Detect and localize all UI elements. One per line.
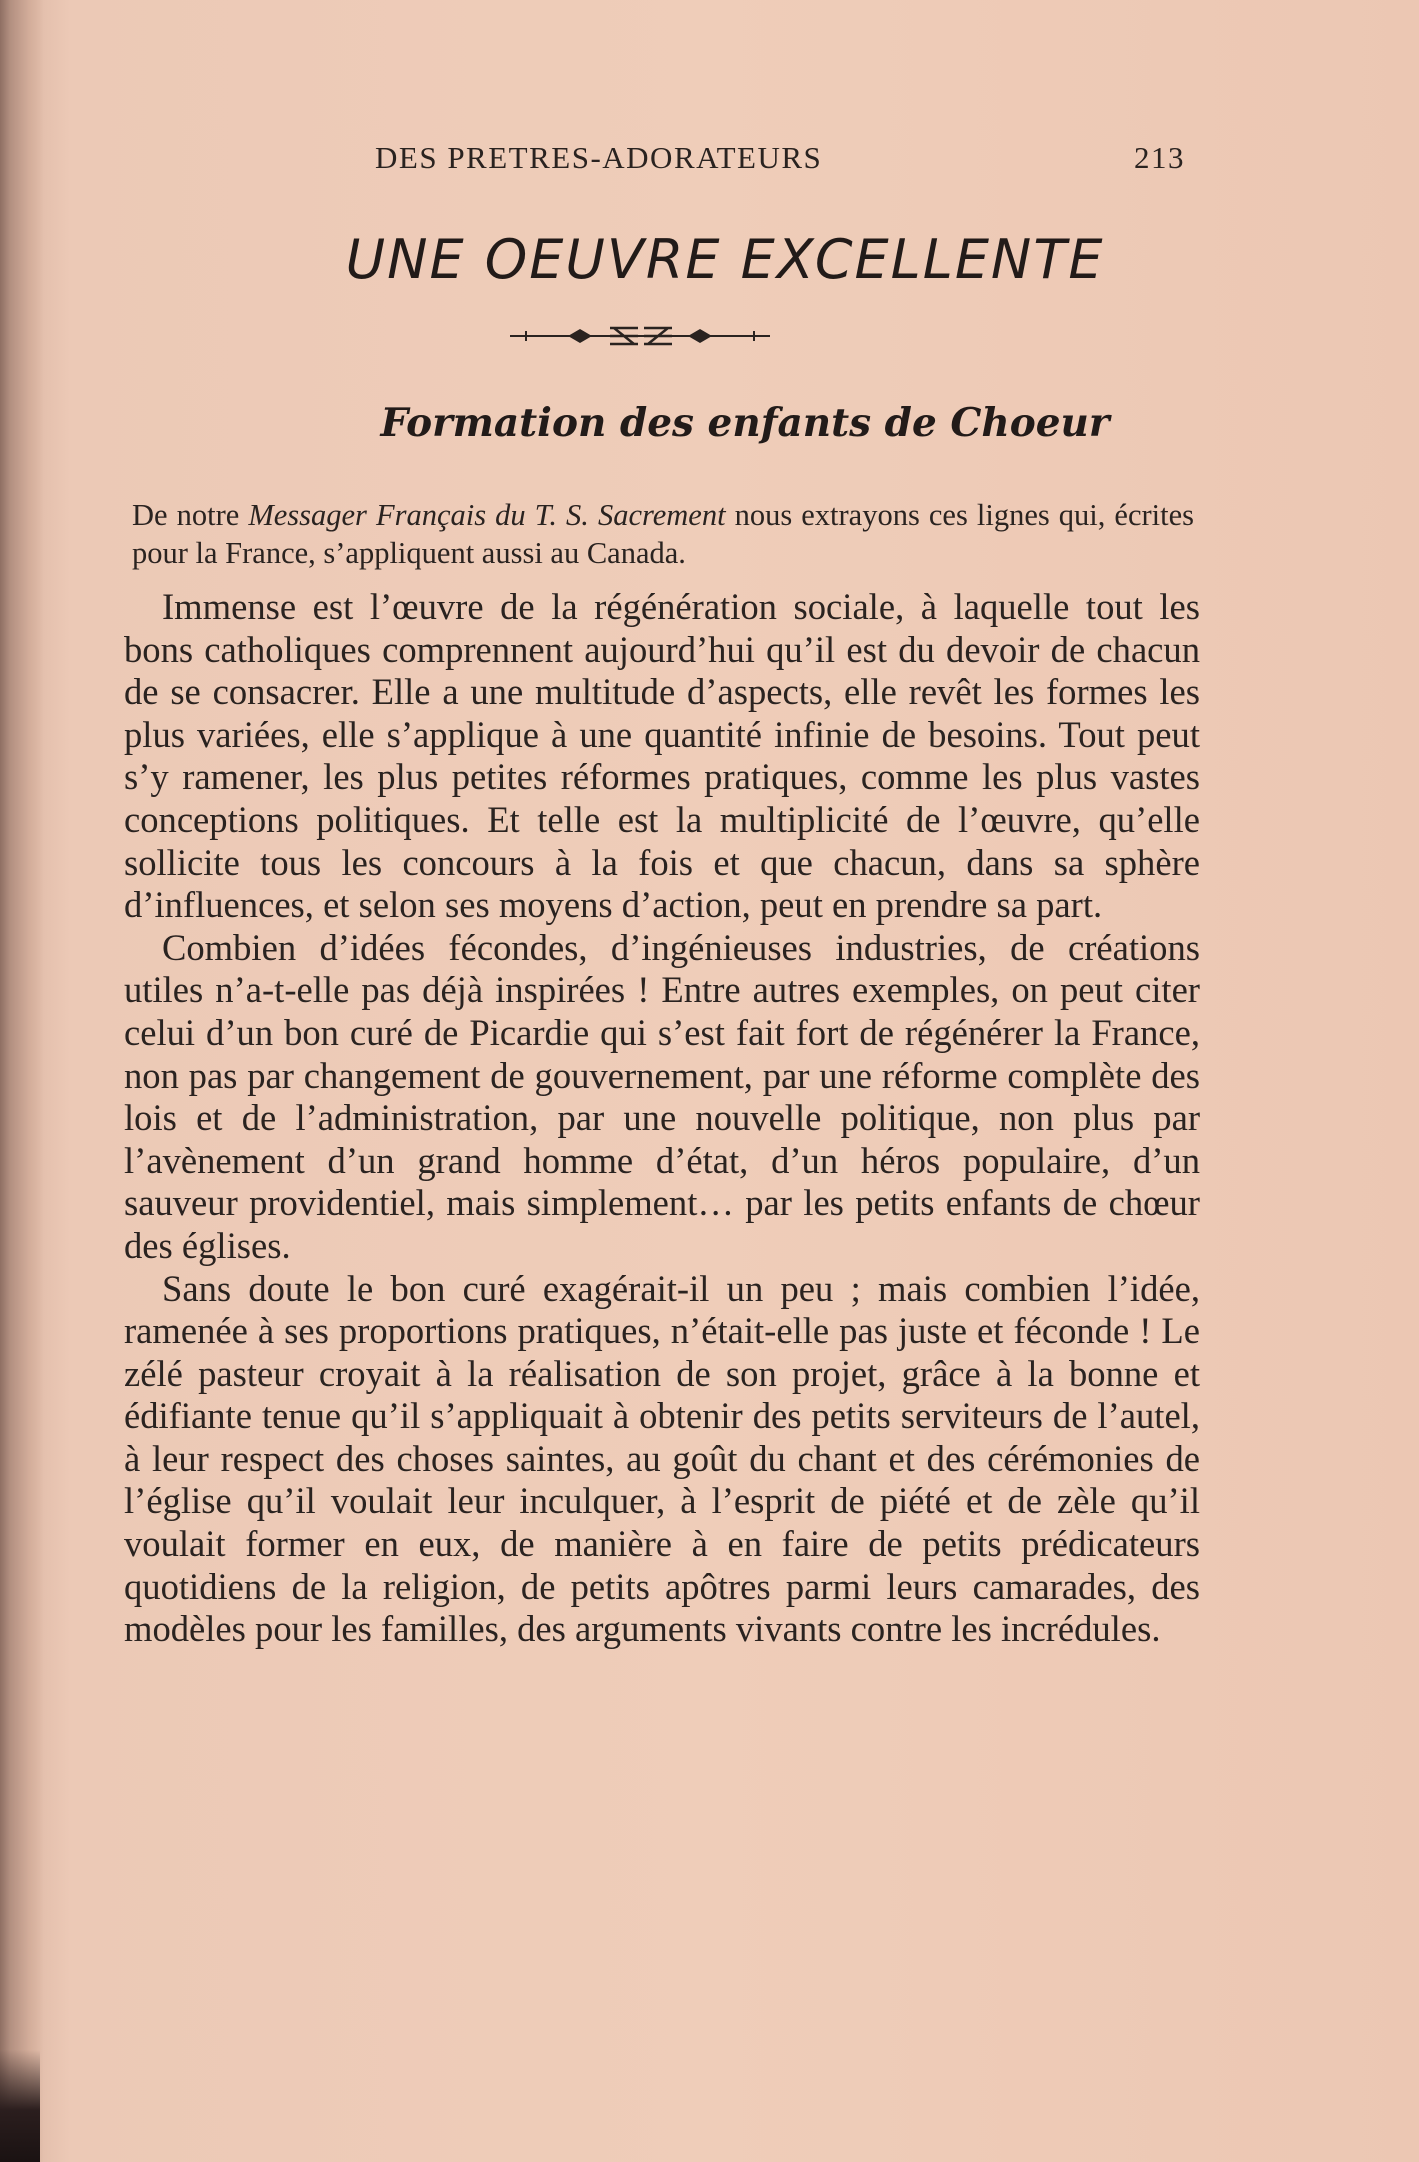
page-number: 213 <box>1134 140 1185 175</box>
body-paragraph-2: Combien d’idées fécondes, d’ingénieuses industries, de créations utiles n’a-t-elle pas déjà inspirées ! Entre autres exemples, on peut citer celui d’un bon curé de Picardie qui s’est fait fort de régénérer la France, non pas par changement de gouvernement, par une réforme complète des lois et de l’administration, par une nouvelle politique, non plus par l’avènement d’un grand homme d’état, d’un héros populaire, d’un sauveur providentiel, mais simplement… par les petits enfants de chœur des églises. <box>124 926 1200 1266</box>
intro-source-title: Messager Français du T. S. Sacrement <box>248 498 726 532</box>
intro-after: nous extrayons ces lignes qui, écrites pour la France, s’appliquent aussi au Canada. <box>132 498 1194 570</box>
running-header <box>375 140 1185 186</box>
article-body <box>124 586 1200 1651</box>
book-spine-shadow <box>0 0 44 2162</box>
running-title: DES PRETRES-ADORATEURS <box>375 140 823 175</box>
article-title: UNE OEUVRE EXCELLENTE <box>345 228 1105 291</box>
book-binding-edge <box>0 2050 40 2162</box>
ornament-divider-icon <box>510 322 770 350</box>
article-subtitle: Formation des enfants de Choeur <box>380 400 1110 446</box>
body-paragraph-3: Sans doute le bon curé exagérait-il un peu ; mais combien l’idée, ramenée à ses proportions pratiques, n’était-elle pas juste et féconde ! Le zélé pasteur croyait à la réalisation de son projet, grâce à la bonne et édifiante tenue qu’il s’appliquait à obtenir des petits serviteurs de l’autel, à leur respect des choses saintes, au goût du chant et des cérémonies de l’église qu’il voulait leur inculquer, à l’esprit de piété et de zèle qu’il voulait former en eux, de manière à en faire de petits prédicateurs quotidiens de la religion, de petits apôtres parmi leurs camarades, des modèles pour les familles, des arguments vivants contre les incrédules. <box>124 1267 1200 1650</box>
intro-note <box>132 496 1194 572</box>
body-paragraph-1: Immense est l’œuvre de la régénération sociale, à laquelle tout les bons catholiques comprennent aujourd’hui qu’il est du devoir de chacun de se consacrer. Elle a une multitude d’aspects, elle revêt les formes les plus variées, elle s’applique à une quantité infinie de besoins. Tout peut s’y ramener, les plus petites réformes pratiques, comme les plus vastes conceptions politiques. Et telle est la multiplicité de l’œuvre, qu’elle sollicite tous les concours à la fois et que chacun, dans sa sphère d’influences, et selon ses moyens d’action, peut en prendre sa part. <box>124 586 1200 926</box>
intro-before: De notre <box>132 498 249 532</box>
